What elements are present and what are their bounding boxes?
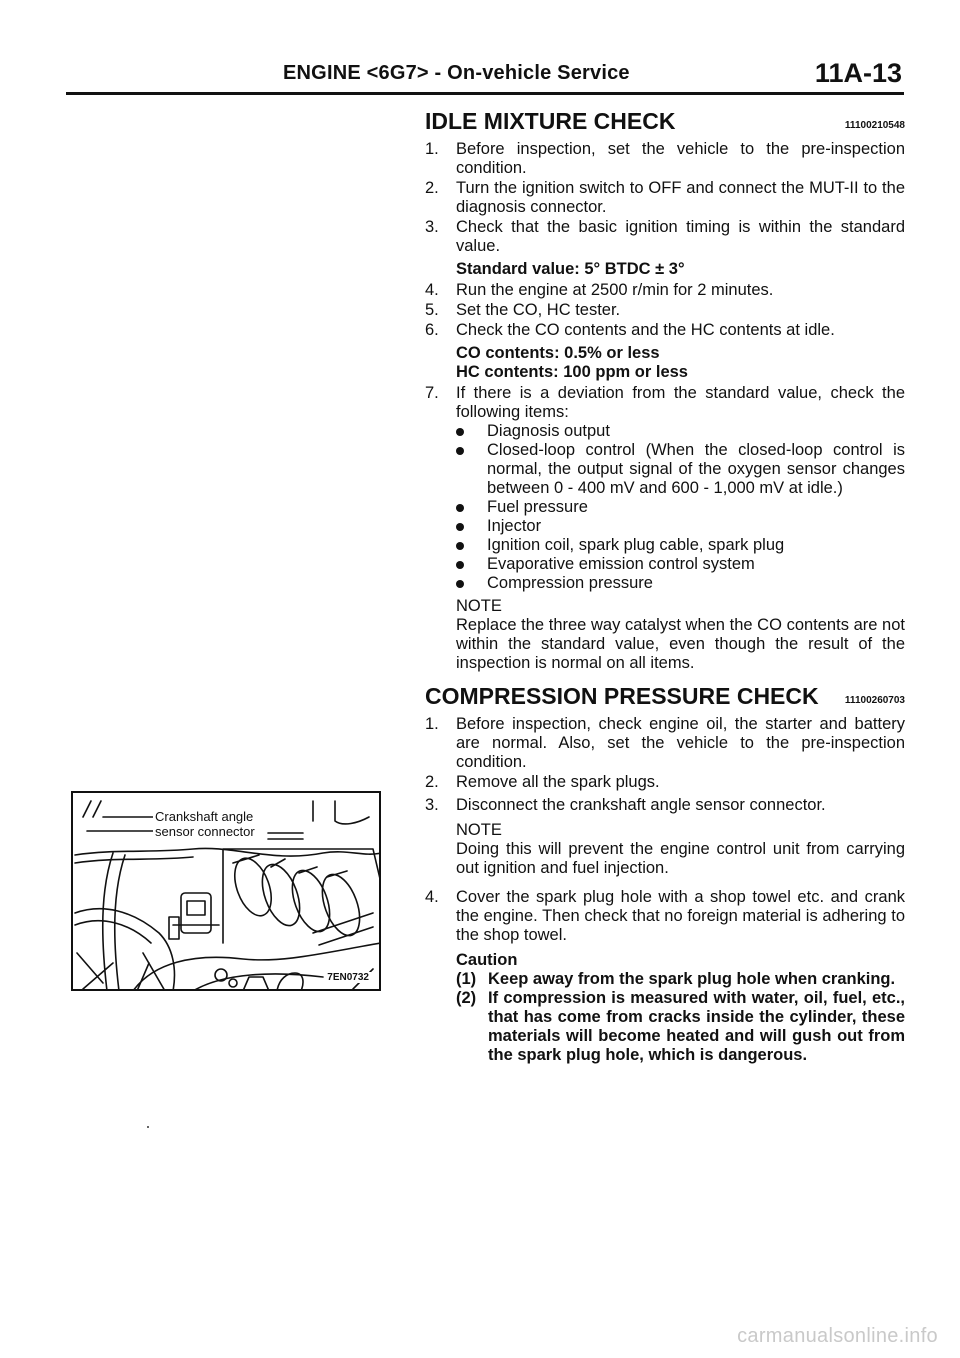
- bullet-icon: [456, 561, 464, 569]
- figure-label-line2: sensor connector: [155, 824, 255, 839]
- bullet-icon: [456, 447, 464, 455]
- list-item: Injector: [456, 517, 905, 536]
- compression-heading: [425, 683, 905, 710]
- figure-code: 7EN0732: [327, 972, 369, 983]
- idle-step-2: 2. Turn the ignition switch to OFF and connect the MUT-II to the diagnosis connector.: [425, 179, 905, 216]
- header-rule: [66, 92, 904, 95]
- idle-note-label: NOTE: [456, 597, 502, 615]
- figure-label-line1: Crankshaft angle: [155, 809, 254, 824]
- bullet-icon: [456, 504, 464, 512]
- compression-step-4: 4. Cover the spark plug hole with a shop towel etc. and crank the engine. Then check that no foreign material is adhering to the shop towel.: [425, 888, 905, 944]
- compression-code: 11100260703: [844, 695, 905, 706]
- caution-label: Caution: [456, 951, 518, 969]
- co-contents: CO contents: 0.5% or less: [456, 344, 660, 362]
- compression-step-3: 3. Disconnect the crankshaft angle sensor connector.: [425, 796, 826, 814]
- bullet-icon: [456, 542, 464, 550]
- idle-step-4: 4. Run the engine at 2500 r/min for 2 minutes.: [425, 281, 774, 299]
- idle-mixture-code: 11100210548: [844, 120, 905, 131]
- list-item: Ignition coil, spark plug cable, spark plug: [456, 536, 905, 555]
- list-item: Diagnosis output: [456, 422, 905, 441]
- idle-step-7: 7. If there is a deviation from the standard value, check the following items:: [425, 384, 905, 421]
- list-item: Closed-loop control (When the closed-loop control is normal, the output signal of the oxygen sensor changes between 0 - 400 mV and 600 - 1,000 mV at idle.): [456, 441, 905, 498]
- bullet-icon: [456, 523, 464, 531]
- compression-step-1: 1. Before inspection, check engine oil, the starter and battery are normal. Also, set the vehicle to the pre-inspection condition.: [425, 715, 905, 771]
- idle-step-3: 3. Check that the basic ignition timing is within the standard value.: [425, 218, 905, 255]
- caution-item-1: (1) Keep away from the spark plug hole when cranking.: [456, 970, 896, 988]
- watermark: carmanualsonline.info: [737, 1325, 938, 1347]
- compression-note-label: NOTE: [456, 821, 502, 839]
- idle-note-text: Replace the three way catalyst when the CO contents are not within the standard value, even though the result of the inspection is normal on all items.: [456, 616, 905, 672]
- idle-step-5: 5. Set the CO, HC tester.: [425, 301, 621, 319]
- bullet-icon: [456, 428, 464, 436]
- idle-mixture-title: IDLE MIXTURE CHECK: [425, 108, 676, 134]
- check-item-list: [425, 422, 905, 593]
- list-item: Fuel pressure: [456, 498, 905, 517]
- list-item: Evaporative emission control system: [456, 555, 905, 574]
- list-item: Compression pressure: [456, 574, 905, 593]
- standard-value: Standard value: 5° BTDC ± 3°: [456, 260, 685, 278]
- idle-step-6: 6. Check the CO contents and the HC contents at idle.: [425, 321, 835, 339]
- stray-mark: [147, 1126, 149, 1128]
- page-number: 11A-13: [814, 58, 902, 88]
- bullet-icon: [456, 580, 464, 588]
- content-column: [425, 108, 905, 1065]
- idle-step-1: 1. Before inspection, set the vehicle to the pre-inspection condition.: [425, 140, 905, 177]
- compression-title: COMPRESSION PRESSURE CHECK: [425, 683, 819, 709]
- idle-mixture-heading: [425, 108, 905, 135]
- page-header-title: ENGINE <6G7> - On-vehicle Service: [283, 62, 630, 84]
- crankshaft-sensor-figure: [71, 791, 381, 991]
- hc-contents: HC contents: 100 ppm or less: [456, 363, 688, 381]
- compression-note-text: Doing this will prevent the engine control unit from carrying out ignition and fuel injection.: [456, 840, 905, 877]
- caution-item-2: (2) If compression is measured with water, oil, fuel, etc., that has come from cracks inside the cylinder, these materials will become heated and will gush out from the spark plug hole, which is dangerous.: [456, 989, 905, 1064]
- compression-step-2: 2. Remove all the spark plugs.: [425, 773, 660, 791]
